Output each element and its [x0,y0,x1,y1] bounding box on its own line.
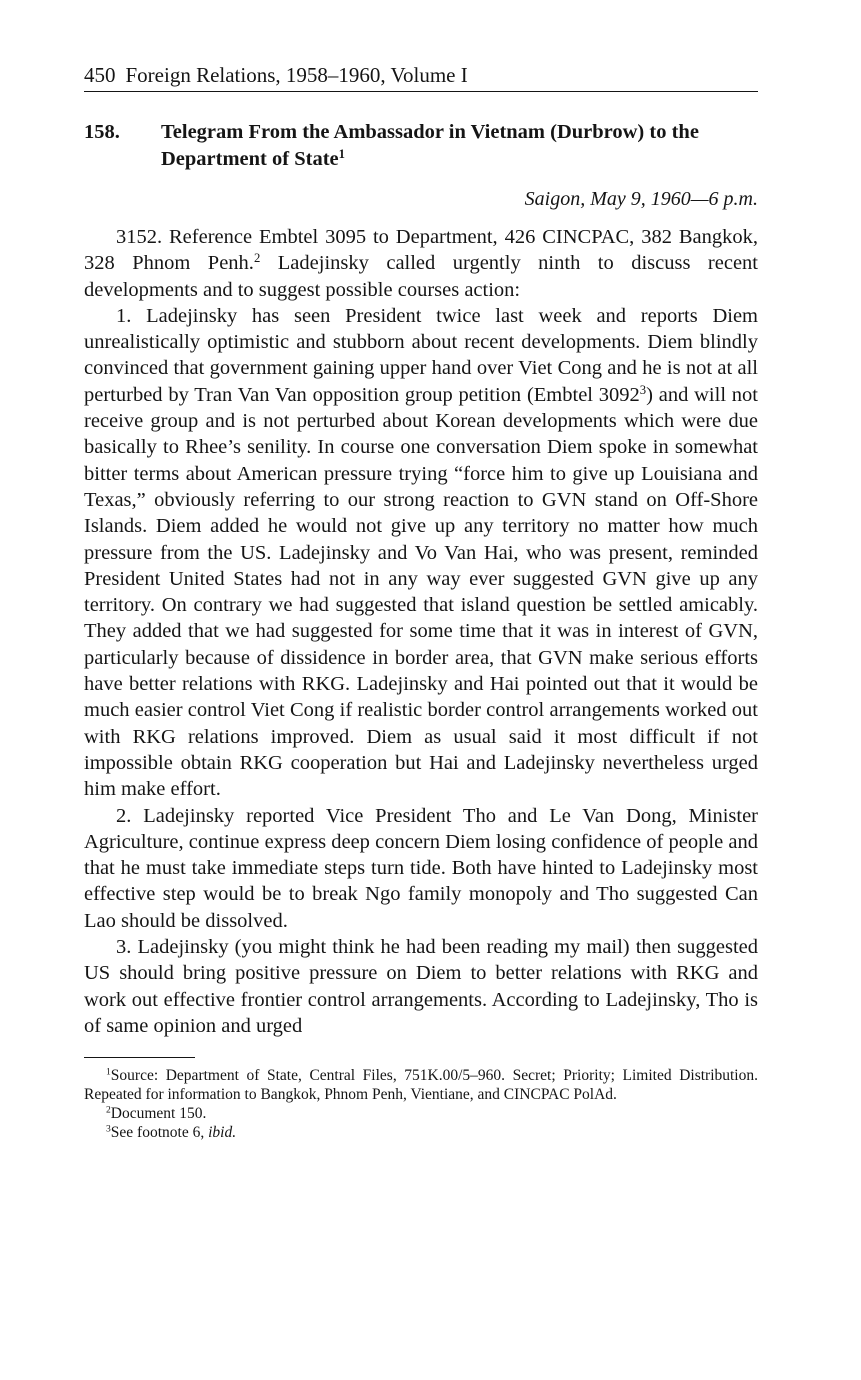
footnotes [84,1066,758,1142]
footnote-marker: 2 [106,1104,111,1116]
footnote-marker: 1 [106,1066,111,1078]
footnote-text: Source: Department of State, Central Files, 751K.00/5–960. Secret; Priority; Limited Distribution. Repeated for information to Bangkok, Phnom Penh, Vientiane, and CINCPAC PolAd. [84,1067,758,1104]
footnote-ibid: ibid. [208,1124,237,1142]
body-text: Ladejinsky called urgently ninth to discuss recent developments and to suggest possible courses action: [84,252,758,301]
body-text: ) and will not receive group and is not perturbed about Korean developments which were due basically to Rhee’s senility. In course one conversation Diem spoke in somewhat bitter terms about American pressure trying “force him to give up Louisiana and Texas,” obviously referring to our strong reaction to GVN stand on Off-Shore Islands. Diem added he would not give up any territory no matter how much pressure from the US. Ladejinsky and Vo Van Hai, who was present, reminded President United States had not in any way ever suggested GVN give up any territory. On contrary we had suggested that island question be settled amicably. They added that we had suggested for some time that it was in interest of GVN, particularly because of dissidence in border area, that GVN make serious efforts have better relations with RKG. Ladejinsky and Hai pointed out that it would be much easier control Viet Cong if realistic border control arrangements worked out with RKG relations improved. Diem as usual said it most difficult if not impossible obtain RKG cooperation but Hai and Ladejinsky nevertheless urged him make effort. [84,383,759,801]
footnote-text: Document 150. [110,1105,207,1123]
footnote-ref-1[interactable]: 1 [338,147,345,162]
body-text: 1. Ladejinsky has seen President twice last week and reports Diem unrealistically optimistic and stubborn about recent developments. Diem blindly convinced that government gaining upper hand over Viet Cong and he is not at all perturbed by Tran Van Van opposition group petition (Embtel 3092 [84,304,758,406]
footnote-divider [84,1057,195,1058]
body-paragraph-3: 3. Ladejinsky (you might think he had been reading my mail) then suggested US should bring positive pressure on Diem to better relations with RKG and work out effective frontier control arrangements. According to Ladejinsky, Tho is of same opinion and urged [84,936,758,1037]
body-paragraph-1 [84,303,758,803]
document-title-text: Telegram From the Ambassador in Vietnam (Durbrow) to the Department of State [161,121,699,170]
document-heading [84,119,758,173]
footnote-ref-3[interactable]: 3 [639,382,647,397]
telegram-body [84,224,758,1039]
footnote-1 [84,1066,758,1104]
footnote-ref-2[interactable]: 2 [253,251,261,266]
body-paragraph-2: 2. Ladejinsky reported Vice President Tho and Le Van Dong, Minister Agriculture, continue express deep concern Diem losing confidence of people and that he must take immediate steps turn tide. Both have hinted to Ladejinsky most effective step would be to break Ngo family monopoly and Tho suggested Can Lao should be dissolved. [84,804,758,932]
dateline: Saigon, May 9, 1960—6 p.m. [524,188,758,210]
page-number: 450 [84,63,116,87]
document-number: 158. [84,121,120,143]
footnote-3 [84,1123,758,1142]
document-page [84,62,758,1142]
body-text: 3152. Reference Embtel 3095 to Department, 426 CINCPAC, 382 Bangkok, 328 Phnom Penh. [84,226,758,275]
footnote-marker: 3 [106,1123,111,1135]
document-title [161,119,758,173]
volume-title: Foreign Relations, 1958–1960, Volume I [125,63,468,87]
running-head [84,62,758,92]
body-paragraph-intro [84,224,758,303]
footnote-text: See footnote 6, [110,1124,209,1142]
footnote-2 [84,1104,758,1123]
